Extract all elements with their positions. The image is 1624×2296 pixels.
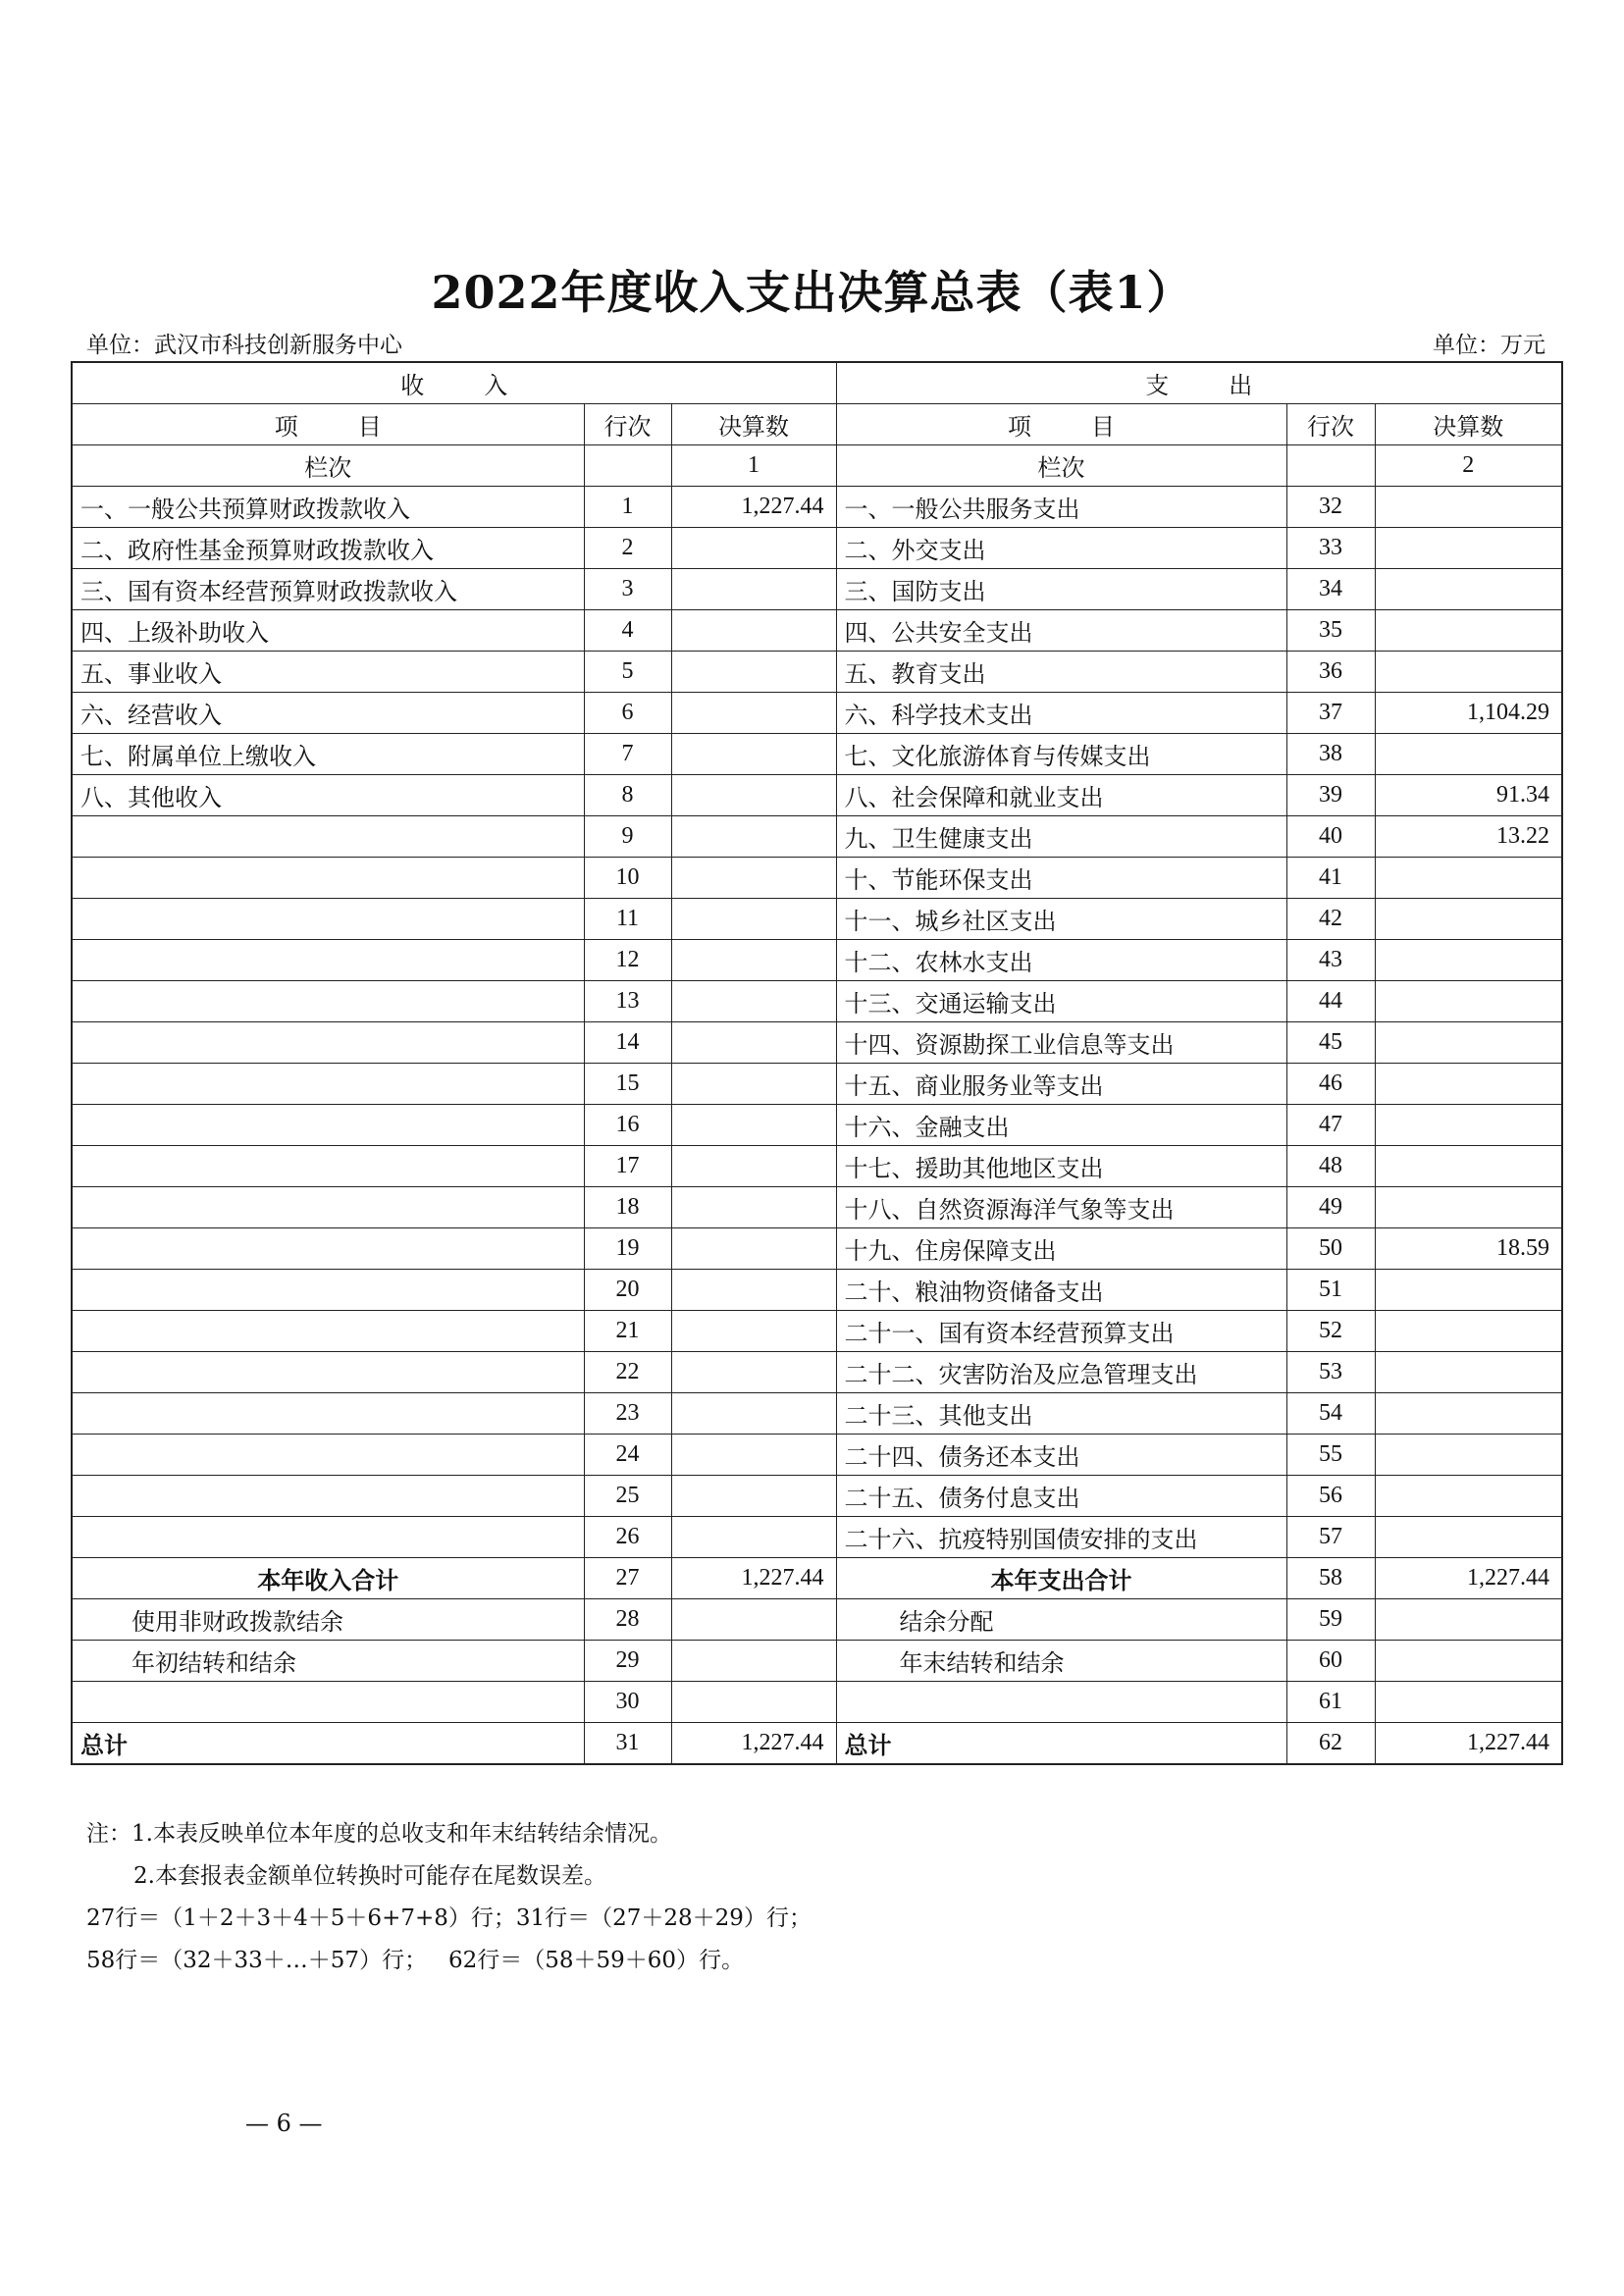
income-line-number: 27 bbox=[584, 1558, 671, 1599]
income-amount bbox=[671, 858, 836, 899]
organization-unit: 单位：武汉市科技创新服务中心 bbox=[86, 333, 402, 358]
page-number: — 6 — bbox=[245, 2110, 323, 2137]
income-line-number: 28 bbox=[584, 1599, 671, 1641]
table-row bbox=[72, 693, 1562, 734]
expense-line-number: 45 bbox=[1286, 1022, 1375, 1064]
table-row bbox=[72, 1187, 1562, 1228]
column-header-row bbox=[72, 404, 1562, 445]
expense-amount bbox=[1375, 487, 1562, 528]
balance-row bbox=[72, 1682, 1562, 1723]
income-item bbox=[72, 1352, 584, 1393]
expense-amount bbox=[1375, 610, 1562, 652]
expense-item-header: 项 目 bbox=[836, 404, 1286, 445]
income-item: 一、一般公共预算财政拨款收入 bbox=[72, 487, 584, 528]
income-expense-table bbox=[71, 361, 1563, 1765]
expense-line-number: 57 bbox=[1286, 1517, 1375, 1558]
income-line-number: 25 bbox=[584, 1476, 671, 1517]
income-item: 二、政府性基金预算财政拨款收入 bbox=[72, 528, 584, 569]
income-line-number: 29 bbox=[584, 1641, 671, 1682]
expense-amount bbox=[1375, 1311, 1562, 1352]
income-amount bbox=[671, 1146, 836, 1187]
income-amount bbox=[671, 569, 836, 610]
expense-amount bbox=[1375, 652, 1562, 693]
page-title: 2022年度收入支出决算总表（表1） bbox=[431, 266, 1193, 319]
income-item: 使用非财政拨款结余 bbox=[72, 1599, 584, 1641]
income-amount bbox=[671, 610, 836, 652]
income-line-number: 9 bbox=[584, 816, 671, 858]
expense-line-number: 50 bbox=[1286, 1228, 1375, 1270]
income-amount bbox=[671, 1599, 836, 1641]
income-amount bbox=[671, 1064, 836, 1105]
expense-line-number: 62 bbox=[1286, 1723, 1375, 1765]
expense-item: 十八、自然资源海洋气象等支出 bbox=[836, 1187, 1286, 1228]
expense-item: 十四、资源勘探工业信息等支出 bbox=[836, 1022, 1286, 1064]
income-line-number: 16 bbox=[584, 1105, 671, 1146]
expense-line-number: 49 bbox=[1286, 1187, 1375, 1228]
expense-amount bbox=[1375, 1022, 1562, 1064]
table-row bbox=[72, 1022, 1562, 1064]
expense-amount bbox=[1375, 569, 1562, 610]
table-row bbox=[72, 1105, 1562, 1146]
income-amount: 1,227.44 bbox=[671, 487, 836, 528]
expense-line-number: 32 bbox=[1286, 487, 1375, 528]
expense-line-number: 39 bbox=[1286, 775, 1375, 816]
income-item bbox=[72, 981, 584, 1022]
income-item bbox=[72, 1105, 584, 1146]
expense-item: 七、文化旅游体育与传媒支出 bbox=[836, 734, 1286, 775]
table-row bbox=[72, 487, 1562, 528]
expense-amount bbox=[1375, 1270, 1562, 1311]
expense-amount bbox=[1375, 981, 1562, 1022]
expense-line-number: 48 bbox=[1286, 1146, 1375, 1187]
income-item: 五、事业收入 bbox=[72, 652, 584, 693]
expense-item: 二、外交支出 bbox=[836, 528, 1286, 569]
income-line-number: 4 bbox=[584, 610, 671, 652]
expense-amount: 91.34 bbox=[1375, 775, 1562, 816]
balance-row bbox=[72, 1641, 1562, 1682]
income-item bbox=[72, 1517, 584, 1558]
income-item bbox=[72, 1476, 584, 1517]
expense-amount bbox=[1375, 1435, 1562, 1476]
expense-amount bbox=[1375, 940, 1562, 981]
expense-item: 总计 bbox=[836, 1723, 1286, 1765]
expense-amount bbox=[1375, 528, 1562, 569]
expense-amount: 1,227.44 bbox=[1375, 1558, 1562, 1599]
expense-item: 五、教育支出 bbox=[836, 652, 1286, 693]
income-item bbox=[72, 1311, 584, 1352]
income-column-number: 1 bbox=[671, 445, 836, 487]
income-item bbox=[72, 1022, 584, 1064]
expense-item: 十五、商业服务业等支出 bbox=[836, 1064, 1286, 1105]
table-row bbox=[72, 858, 1562, 899]
section-header-row bbox=[72, 362, 1562, 404]
table-row bbox=[72, 981, 1562, 1022]
income-amount bbox=[671, 1435, 836, 1476]
table-row bbox=[72, 1228, 1562, 1270]
income-item: 四、上级补助收入 bbox=[72, 610, 584, 652]
table-row bbox=[72, 1352, 1562, 1393]
expense-item: 十六、金融支出 bbox=[836, 1105, 1286, 1146]
expense-line-number: 44 bbox=[1286, 981, 1375, 1022]
income-line-number: 10 bbox=[584, 858, 671, 899]
expense-item: 二十六、抗疫特别国债安排的支出 bbox=[836, 1517, 1286, 1558]
income-amount bbox=[671, 1393, 836, 1435]
table-row bbox=[72, 1476, 1562, 1517]
note-formula-1: 27行＝（1＋2＋3＋4＋5＋6+7+8）行；31行＝（27＋28＋29）行； bbox=[86, 1905, 812, 1931]
income-line-number: 3 bbox=[584, 569, 671, 610]
expense-item: 二十、粮油物资储备支出 bbox=[836, 1270, 1286, 1311]
table-row bbox=[72, 734, 1562, 775]
income-item bbox=[72, 1435, 584, 1476]
expense-amount bbox=[1375, 1682, 1562, 1723]
income-amount-header: 决算数 bbox=[671, 404, 836, 445]
expense-item: 十九、住房保障支出 bbox=[836, 1228, 1286, 1270]
balance-row bbox=[72, 1599, 1562, 1641]
income-item bbox=[72, 816, 584, 858]
income-amount bbox=[671, 1311, 836, 1352]
income-amount bbox=[671, 1228, 836, 1270]
income-line-number: 26 bbox=[584, 1517, 671, 1558]
income-item bbox=[72, 1228, 584, 1270]
expense-line-number: 47 bbox=[1286, 1105, 1375, 1146]
expense-amount bbox=[1375, 1641, 1562, 1682]
table-row bbox=[72, 1064, 1562, 1105]
income-line-number: 30 bbox=[584, 1682, 671, 1723]
income-amount bbox=[671, 1352, 836, 1393]
expense-item bbox=[836, 1682, 1286, 1723]
expense-amount bbox=[1375, 1187, 1562, 1228]
income-item: 八、其他收入 bbox=[72, 775, 584, 816]
income-amount bbox=[671, 775, 836, 816]
expense-amount: 1,227.44 bbox=[1375, 1723, 1562, 1765]
expense-item: 本年支出合计 bbox=[836, 1558, 1286, 1599]
income-amount bbox=[671, 1682, 836, 1723]
income-amount: 1,227.44 bbox=[671, 1723, 836, 1765]
expense-amount bbox=[1375, 858, 1562, 899]
expense-line-number: 38 bbox=[1286, 734, 1375, 775]
income-line-number: 21 bbox=[584, 1311, 671, 1352]
income-section-header: 收 入 bbox=[72, 362, 836, 404]
income-amount bbox=[671, 899, 836, 940]
income-amount bbox=[671, 940, 836, 981]
expense-line-number: 43 bbox=[1286, 940, 1375, 981]
expense-line-number: 36 bbox=[1286, 652, 1375, 693]
expense-item: 二十四、债务还本支出 bbox=[836, 1435, 1286, 1476]
income-column-label: 栏次 bbox=[72, 445, 584, 487]
income-line-number: 8 bbox=[584, 775, 671, 816]
income-item bbox=[72, 1064, 584, 1105]
income-line-number: 18 bbox=[584, 1187, 671, 1228]
expense-line-number: 37 bbox=[1286, 693, 1375, 734]
total-row bbox=[72, 1723, 1562, 1765]
table-row bbox=[72, 610, 1562, 652]
income-amount bbox=[671, 693, 836, 734]
expense-section-header: 支 出 bbox=[836, 362, 1562, 404]
expense-line-number: 46 bbox=[1286, 1064, 1375, 1105]
expense-line-number: 59 bbox=[1286, 1599, 1375, 1641]
currency-unit: 单位：万元 bbox=[1433, 333, 1545, 358]
income-item-header: 项 目 bbox=[72, 404, 584, 445]
income-amount bbox=[671, 1270, 836, 1311]
expense-item: 结余分配 bbox=[836, 1599, 1286, 1641]
income-line-number: 23 bbox=[584, 1393, 671, 1435]
expense-amount-header: 决算数 bbox=[1375, 404, 1562, 445]
expense-amount bbox=[1375, 1517, 1562, 1558]
expense-line-number: 52 bbox=[1286, 1311, 1375, 1352]
expense-amount: 13.22 bbox=[1375, 816, 1562, 858]
income-line-header: 行次 bbox=[584, 404, 671, 445]
expense-item: 四、公共安全支出 bbox=[836, 610, 1286, 652]
expense-line-number: 60 bbox=[1286, 1641, 1375, 1682]
expense-item: 九、卫生健康支出 bbox=[836, 816, 1286, 858]
expense-line-number: 51 bbox=[1286, 1270, 1375, 1311]
table-row bbox=[72, 940, 1562, 981]
income-amount bbox=[671, 981, 836, 1022]
income-amount bbox=[671, 528, 836, 569]
table-row bbox=[72, 569, 1562, 610]
income-line-number: 11 bbox=[584, 899, 671, 940]
expense-item: 二十五、债务付息支出 bbox=[836, 1476, 1286, 1517]
income-item: 本年收入合计 bbox=[72, 1558, 584, 1599]
table-row bbox=[72, 899, 1562, 940]
expense-line-number: 42 bbox=[1286, 899, 1375, 940]
expense-item: 十、节能环保支出 bbox=[836, 858, 1286, 899]
table-row bbox=[72, 1435, 1562, 1476]
income-line-number: 6 bbox=[584, 693, 671, 734]
income-line-number: 13 bbox=[584, 981, 671, 1022]
income-line-number: 20 bbox=[584, 1270, 671, 1311]
table-row bbox=[72, 1270, 1562, 1311]
income-amount bbox=[671, 1517, 836, 1558]
income-item: 三、国有资本经营预算财政拨款收入 bbox=[72, 569, 584, 610]
note-2: 2.本套报表金额单位转换时可能存在尾数误差。 bbox=[133, 1863, 606, 1889]
expense-line-number: 35 bbox=[1286, 610, 1375, 652]
income-item bbox=[72, 1393, 584, 1435]
income-line-number: 24 bbox=[584, 1435, 671, 1476]
expense-amount: 1,104.29 bbox=[1375, 693, 1562, 734]
expense-line-number: 53 bbox=[1286, 1352, 1375, 1393]
income-item: 年初结转和结余 bbox=[72, 1641, 584, 1682]
expense-line-blank bbox=[1286, 445, 1375, 487]
note-formula-2: 58行＝（32＋33＋…＋57）行； 62行＝（58＋59＋60）行。 bbox=[86, 1948, 745, 1973]
income-amount bbox=[671, 1105, 836, 1146]
table-row bbox=[72, 652, 1562, 693]
expense-amount bbox=[1375, 1599, 1562, 1641]
expense-amount bbox=[1375, 1476, 1562, 1517]
expense-amount bbox=[1375, 1393, 1562, 1435]
expense-amount bbox=[1375, 1146, 1562, 1187]
income-amount bbox=[671, 734, 836, 775]
expense-item: 十二、农林水支出 bbox=[836, 940, 1286, 981]
expense-line-number: 55 bbox=[1286, 1435, 1375, 1476]
table-row bbox=[72, 1393, 1562, 1435]
income-amount bbox=[671, 1022, 836, 1064]
income-item bbox=[72, 899, 584, 940]
income-amount bbox=[671, 652, 836, 693]
expense-line-number: 58 bbox=[1286, 1558, 1375, 1599]
expense-item: 二十一、国有资本经营预算支出 bbox=[836, 1311, 1286, 1352]
table-row bbox=[72, 816, 1562, 858]
income-amount bbox=[671, 1476, 836, 1517]
income-item: 七、附属单位上缴收入 bbox=[72, 734, 584, 775]
expense-column-label: 栏次 bbox=[836, 445, 1286, 487]
income-item: 六、经营收入 bbox=[72, 693, 584, 734]
income-amount bbox=[671, 1187, 836, 1228]
income-line-number: 7 bbox=[584, 734, 671, 775]
income-line-number: 17 bbox=[584, 1146, 671, 1187]
income-line-number: 15 bbox=[584, 1064, 671, 1105]
expense-item: 十三、交通运输支出 bbox=[836, 981, 1286, 1022]
table-row bbox=[72, 1517, 1562, 1558]
income-line-number: 22 bbox=[584, 1352, 671, 1393]
income-line-number: 31 bbox=[584, 1723, 671, 1765]
table-row bbox=[72, 1311, 1562, 1352]
note-1: 注：1.本表反映单位本年度的总收支和年末结转结余情况。 bbox=[86, 1821, 672, 1847]
subtotal-row bbox=[72, 1558, 1562, 1599]
expense-line-number: 41 bbox=[1286, 858, 1375, 899]
income-line-blank bbox=[584, 445, 671, 487]
expense-item: 二十三、其他支出 bbox=[836, 1393, 1286, 1435]
expense-line-number: 34 bbox=[1286, 569, 1375, 610]
expense-amount bbox=[1375, 734, 1562, 775]
table-row bbox=[72, 1146, 1562, 1187]
income-item bbox=[72, 1270, 584, 1311]
income-item bbox=[72, 858, 584, 899]
expense-line-header: 行次 bbox=[1286, 404, 1375, 445]
income-line-number: 14 bbox=[584, 1022, 671, 1064]
expense-amount: 18.59 bbox=[1375, 1228, 1562, 1270]
expense-item: 三、国防支出 bbox=[836, 569, 1286, 610]
expense-item: 六、科学技术支出 bbox=[836, 693, 1286, 734]
income-item bbox=[72, 1187, 584, 1228]
income-item bbox=[72, 1146, 584, 1187]
expense-item: 八、社会保障和就业支出 bbox=[836, 775, 1286, 816]
column-number-row bbox=[72, 445, 1562, 487]
expense-line-number: 40 bbox=[1286, 816, 1375, 858]
table-row bbox=[72, 528, 1562, 569]
expense-item: 十一、城乡社区支出 bbox=[836, 899, 1286, 940]
table-row bbox=[72, 775, 1562, 816]
income-item bbox=[72, 940, 584, 981]
income-item bbox=[72, 1682, 584, 1723]
notes bbox=[86, 1813, 812, 1982]
expense-line-number: 61 bbox=[1286, 1682, 1375, 1723]
income-amount bbox=[671, 1641, 836, 1682]
income-line-number: 12 bbox=[584, 940, 671, 981]
expense-line-number: 54 bbox=[1286, 1393, 1375, 1435]
expense-line-number: 56 bbox=[1286, 1476, 1375, 1517]
income-line-number: 1 bbox=[584, 487, 671, 528]
income-line-number: 19 bbox=[584, 1228, 671, 1270]
expense-column-number: 2 bbox=[1375, 445, 1562, 487]
expense-amount bbox=[1375, 899, 1562, 940]
expense-item: 一、一般公共服务支出 bbox=[836, 487, 1286, 528]
expense-amount bbox=[1375, 1064, 1562, 1105]
income-amount: 1,227.44 bbox=[671, 1558, 836, 1599]
expense-item: 年末结转和结余 bbox=[836, 1641, 1286, 1682]
income-item: 总计 bbox=[72, 1723, 584, 1765]
expense-item: 十七、援助其他地区支出 bbox=[836, 1146, 1286, 1187]
income-line-number: 2 bbox=[584, 528, 671, 569]
expense-line-number: 33 bbox=[1286, 528, 1375, 569]
income-amount bbox=[671, 816, 836, 858]
income-line-number: 5 bbox=[584, 652, 671, 693]
expense-item: 二十二、灾害防治及应急管理支出 bbox=[836, 1352, 1286, 1393]
expense-amount bbox=[1375, 1352, 1562, 1393]
expense-amount bbox=[1375, 1105, 1562, 1146]
